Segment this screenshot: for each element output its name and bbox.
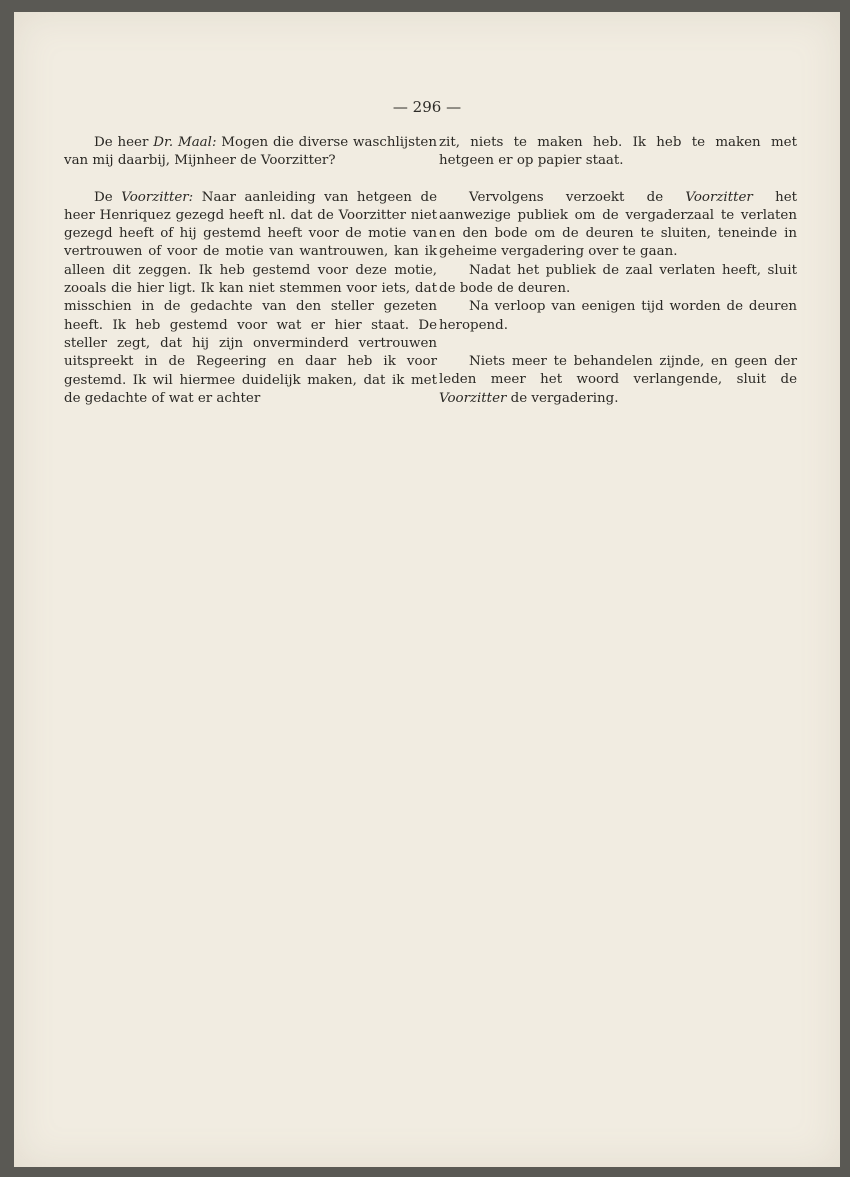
paragraph-text: Naar aanleiding van hetgeen de heer Henriquez gezegd heeft nl. dat de Voorzitter niet gezegd heeft of hij gestemd heeft voor de motie van vertrouwen of voor de motie van wantrouwen, kan ik alleen dit zeggen. Ik heb gestemd voor deze motie, zooals die hier ligt. Ik kan niet stemmen voor iets, dat misschien in de gedachte van den steller gezeten heeft. Ik heb gestemd voor wat er hier staat. De steller zegt, dat hij zijn onverminderd vertrouwen uitspreekt in de Regeering en daar heb ik voor gestemd. Ik wil hiermee duidelijk maken, dat ik met de gedachte of wat er achter bbox=[64, 189, 437, 406]
paragraph-request-public bbox=[439, 189, 797, 262]
paragraph-text: Niets meer te behandelen zijnde, en geen der leden meer het woord verlangende, sluit de bbox=[439, 353, 797, 388]
paragraph-text: Vervolgens verzoekt de bbox=[469, 189, 686, 205]
paragraph-text: Mogen die diverse waschlijsten van mij daarbij, Mijnheer de Voorzitter? bbox=[64, 135, 437, 169]
right-column bbox=[439, 134, 797, 408]
speaker-name: Voorzitter bbox=[685, 189, 753, 205]
paragraph-text: de vergadering. bbox=[506, 390, 619, 406]
paragraph-doors-reopened: Na verloop van eenigen tijd worden de deuren heropend. bbox=[439, 299, 797, 333]
paragraph-text: De heer bbox=[94, 135, 154, 150]
paragraph-dr-maal bbox=[64, 134, 437, 171]
speaker-name: Voorzitter: bbox=[121, 189, 194, 205]
page-number: — 296 — bbox=[392, 98, 462, 116]
document-page bbox=[14, 12, 840, 1167]
paragraph-text: De bbox=[94, 189, 122, 205]
paragraph-closing bbox=[439, 353, 797, 408]
paragraph-voorzitter-statement bbox=[64, 189, 437, 409]
speaker-name: Dr. Maal: bbox=[153, 135, 217, 150]
paragraph-continuation: zit, niets te maken heb. Ik heb te maken met hetgeen er op papier staat. bbox=[439, 135, 797, 169]
left-column bbox=[64, 134, 437, 408]
paragraph-text: het aanwezige publiek om de vergaderzaal te verlaten en den bode om de deuren te sluiten, teneinde in geheime vergadering over te gaan. bbox=[439, 189, 797, 260]
paragraph-doors-closed: Nadat het publiek de zaal verlaten heeft, sluit de bode de deuren. bbox=[439, 262, 797, 297]
speaker-name: Voorzitter bbox=[439, 390, 507, 406]
